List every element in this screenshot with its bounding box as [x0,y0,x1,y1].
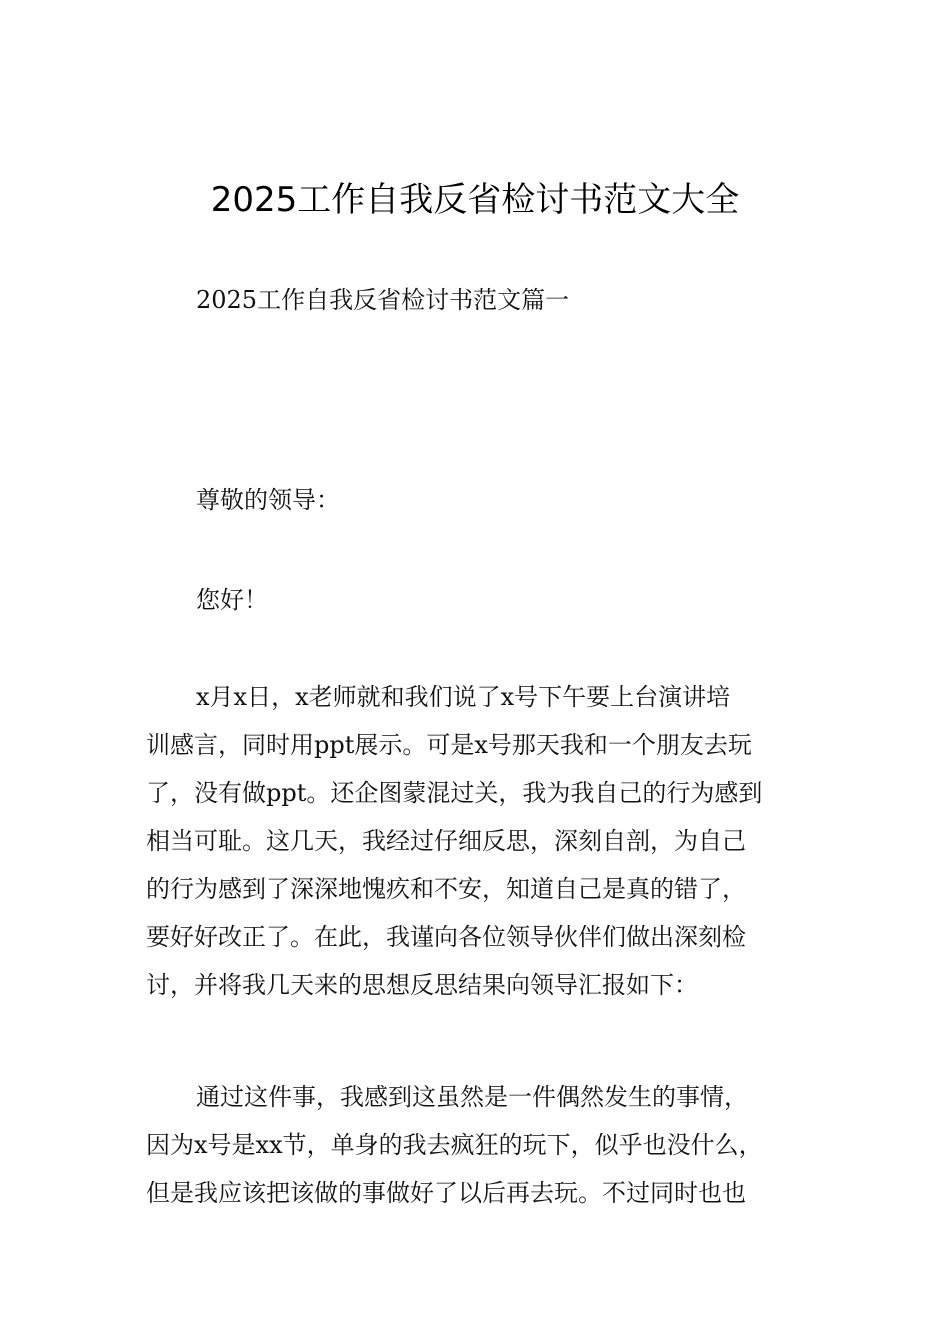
paragraph-line: 但是我应该把该做的事做好了以后再去玩。不过同时也也 [146,1179,746,1207]
paragraph-line: 的行为感到了深深地愧疚和不安，知道自己是真的错了， [146,875,746,903]
paragraph-line: 相当可耻。这几天，我经过仔细反思，深刻自剖，为自己 [146,827,746,855]
paragraph-1 [146,673,816,1009]
document-title: 2025工作自我反省检讨书范文大全 [210,180,740,220]
paragraph-line: 讨，并将我几天来的思想反思结果向领导汇报如下： [146,971,698,999]
paragraph-line: 了，没有做ppt。还企图蒙混过关，我为我自己的行为感到 [146,779,763,807]
paragraph-line: x月x日，x老师就和我们说了x号下午要上台演讲培 [196,683,731,711]
paragraph-2 [146,1073,816,1217]
paragraph-line: 要好好改正了。在此，我谨向各位领导伙伴们做出深刻检 [146,923,746,951]
paragraph-line: 因为x号是xx节，单身的我去疯狂的玩下，似乎也没什么， [146,1131,763,1159]
salutation: 尊敬的领导： [196,486,340,514]
paragraph-line: 通过这件事，我感到这虽然是一件偶然发生的事情， [196,1083,748,1111]
paragraph-line: 训感言，同时用ppt展示。可是x号那天我和一个朋友去玩 [146,731,752,759]
greeting: 您好！ [196,586,268,614]
section-heading: 2025工作自我反省检讨书范文篇一 [196,286,570,314]
